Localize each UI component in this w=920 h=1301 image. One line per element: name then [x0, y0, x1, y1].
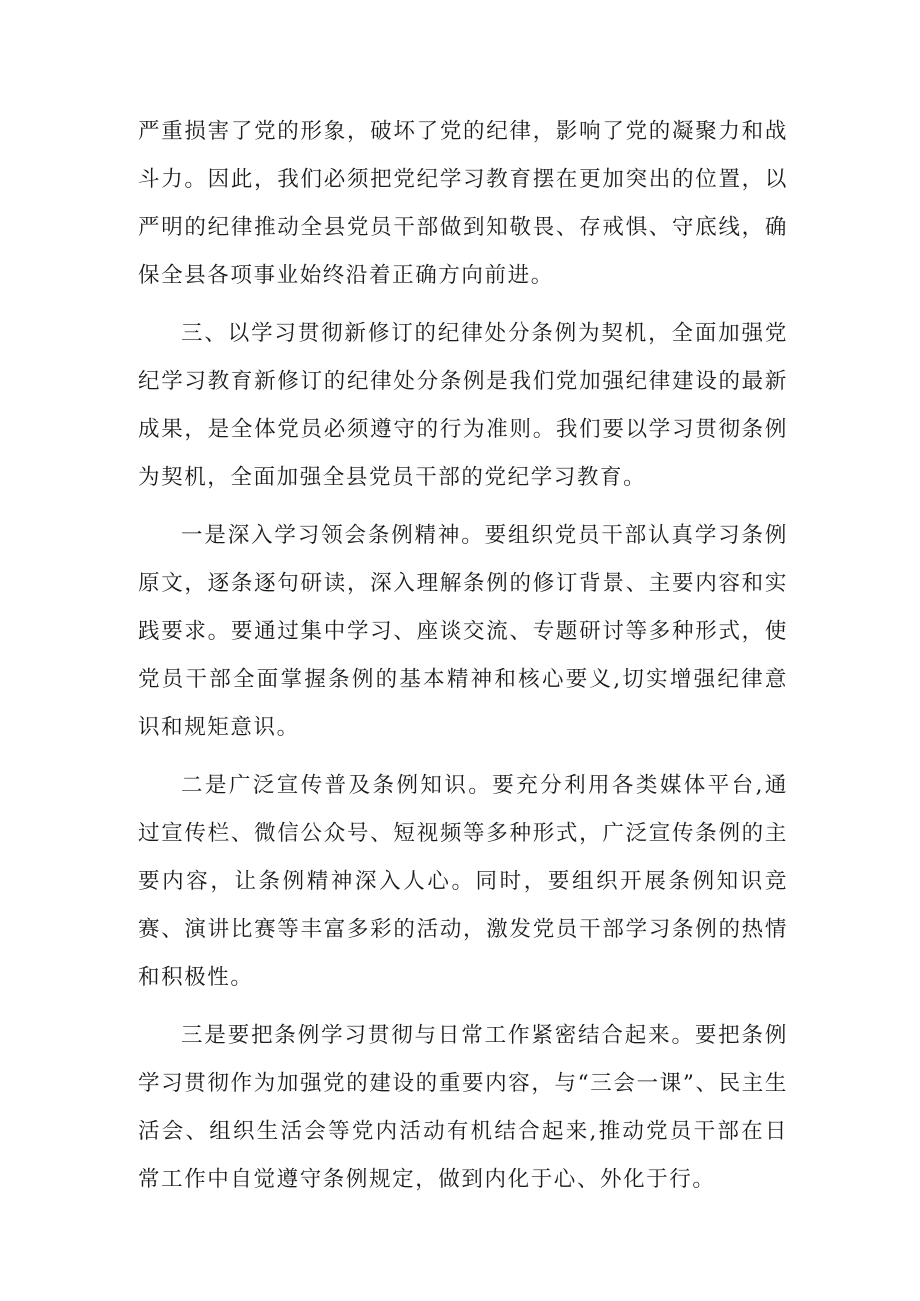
document-body	[138, 108, 788, 1214]
paragraph-point-one: 一是深入学习领会条例精神。要组织党员干部认真学习条例原文，逐条逐句研读，深入理解条例的修订背景、主要内容和实践要求。要通过集中学习、座谈交流、专题研讨等多种形式，使党员干部全面掌握条例的基本精神和核心要义,切实增强纪律意识和规矩意识。	[138, 523, 788, 740]
paragraph-section-three: 三、以学习贯彻新修订的纪律处分条例为契机，全面加强党纪学习教育新修订的纪律处分条例是我们党加强纪律建设的最新成果，是全体党员必须遵守的行为准则。我们要以学习贯彻条例为契机，全面加强全县党员干部的党纪学习教育。	[138, 321, 788, 490]
paragraph-point-two: 二是广泛宣传普及条例知识。要充分利用各类媒体平台,通过宣传栏、微信公众号、短视频等多种形式，广泛宣传条例的主要内容，让条例精神深入人心。同时，要组织开展条例知识竞赛、演讲比赛等丰富多彩的活动，激发党员干部学习条例的热情和积极性。	[138, 773, 788, 990]
paragraph-continuation: 严重损害了党的形象，破坏了党的纪律，影响了党的凝聚力和战斗力。因此，我们必须把党纪学习教育摆在更加突出的位置，以严明的纪律推动全县党员干部做到知敬畏、存戒惧、守底线，确保全县各项事业始终沿着正确方向前进。	[138, 119, 788, 288]
paragraph-point-three: 三是要把条例学习贯彻与日常工作紧密结合起来。要把条例学习贯彻作为加强党的建设的重要内容，与“三会一课”、民主生活会、组织生活会等党内活动有机结合起来,推动党员干部在日常工作中自觉遵守条例规定，做到内化于心、外化于行。	[138, 1023, 788, 1192]
